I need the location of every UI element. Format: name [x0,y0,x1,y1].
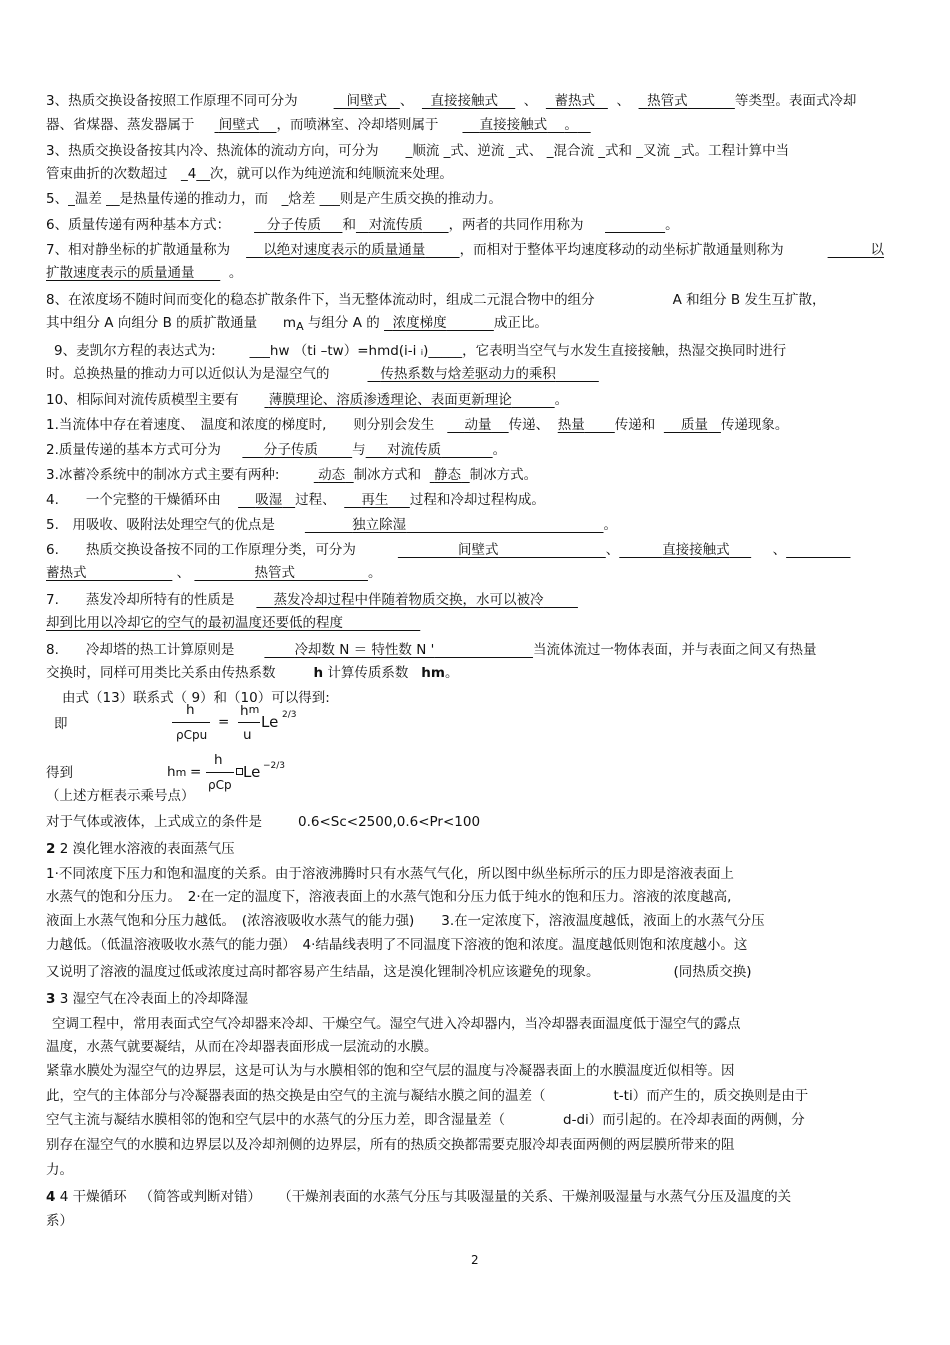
text: 7. 蒸发冷却所特有的性质是 [46,592,235,608]
text: 器、省煤器、蒸发器属于 [46,117,195,133]
numbered-8-cont [46,664,458,682]
answer: 冷却数 N ＝ 特性数 N ' [294,642,435,658]
answer: 直接接触式 [430,93,499,109]
blank [786,542,850,558]
section-4-line2: 系） [46,1213,73,1229]
text: 4. 一个完整的干燥循环由 [46,492,221,508]
blank [664,417,721,433]
text: 、 [616,93,630,109]
text: 5. 用吸收、吸附法处理空气的优点是 [46,517,275,533]
text: 等类型。表面式冷却 [734,93,857,109]
symbol-h: h [240,703,249,719]
text: 时。总换热量的推动力可以近似认为是湿空气的 [46,366,330,382]
symbol-cp: Cp [215,778,232,792]
text: 9、麦凯尔方程的表达式为: [54,343,216,359]
text: 当流体流过一物体表面，并与表面之间又有热量 [533,642,817,658]
answer: 热量 [557,417,585,433]
numbered-5 [46,516,617,534]
question-3a-cont [46,116,591,134]
formula2-le: Le [243,763,261,781]
formula2-exponent: −2/3 [263,761,286,771]
subscript: m [175,766,187,779]
blank [246,242,460,258]
blank [558,417,615,433]
answer: 扩散速度表示的质量通量 [46,265,195,281]
symbol-u: u [199,728,208,742]
answer: 蓄热式 [554,93,595,109]
text: 与组分 A 的 [307,315,380,331]
formula1-le: Le [261,713,279,731]
formula2-denominator [208,776,232,794]
formula-condition [46,813,480,831]
section-2-line4: 力越低。（低温溶液吸收水蒸气的能力强） 4·结晶线表明了不同温度下溶液的饱和浓度。温度越低则饱和浓度越小。这 [46,937,748,953]
heading: 2 溴化锂水溶液的表面蒸气压 [59,841,235,857]
numbered-4 [46,491,545,509]
blank [398,542,606,558]
blank [46,615,420,631]
formula1-hm [240,701,259,720]
blank [828,242,884,258]
answer: 以绝对速度表示的质量通量 [263,242,426,258]
blank [334,93,400,109]
answer: 传热系数与焓差驱动力的乘积 [380,366,556,382]
answer: 却到比用以冷却它的空气的最初温度还要低的程度 [46,615,343,631]
text: 。 [603,517,618,533]
text: （简答或判断对错） [139,1189,261,1205]
answer: 蒸发冷却过程中伴随着物质交换，水可以被冷 [273,592,544,608]
blank [619,542,751,558]
blank [242,442,352,458]
symbol-rho: ρ [176,728,184,742]
page-number: 2 [471,1253,479,1267]
text: 8、在浓度场不随时间而变化的稳态扩散条件下，当无整体流动时，组成二元混合物中的组分 [46,292,595,308]
answer: 浓度梯度 [392,315,447,331]
text: 其中组分 A 向组分 B 的质扩散通量 [46,315,258,331]
text: 。 [564,117,578,133]
section-3-line7: 力。 [46,1162,73,1178]
numbered-6 [46,541,851,559]
text: 空气主流与凝结水膜相邻的饱和空气层中的水蒸气的分压力差，即含湿量差（ [46,1112,505,1128]
heading: 3 湿空气在冷表面上的冷却降湿 [59,991,249,1007]
subscript: m [248,703,260,716]
formula1-u: u [243,727,252,743]
text: (同热质交换) [673,964,752,980]
question-8-cont [46,314,548,336]
question-9-cont [46,365,599,383]
text: 。 [554,392,569,408]
section-3-line3: 紧靠水膜处为湿空气的边界层，这是可认为与水膜相邻的饱和空气层的温度与冷凝器表面上的水膜温度近似相等。因 [46,1063,735,1079]
text: 。 [665,217,679,233]
text: 过程、 [295,492,336,508]
text: 6、质量传递有两种基本方式： [46,217,231,233]
text: ，而喷淋室、冷却塔则属于 [276,117,439,133]
blank [356,217,449,233]
answer: 热管式 [254,565,295,581]
answer: 薄膜理论、溶质渗透理论、表面更新理论 [268,392,512,408]
blank [605,217,665,233]
text: 对于气体或液体，上式成立的条件是 [46,814,262,830]
answer: 分子传质 [263,442,318,458]
answer: 质量 [681,417,709,433]
condition-value: 0.6<Sc<2500,0.6<Pr<100 [298,814,481,830]
text: 传递现象。 [720,417,789,433]
symbol-hm: hm [421,665,445,681]
text: 和 [342,217,356,233]
blank [314,467,354,483]
numbered-3 [46,466,537,484]
blank [462,117,590,133]
blank [366,442,493,458]
question-5: 5、_温差 __是热量传递的推动力，而 _焓差 ___则是产生质交换的推动力。 [46,191,502,207]
numbered-8 [46,641,817,659]
answer: 分子传质 [266,217,321,233]
section-3-line6: 别存在湿空气的水膜和边界层以及冷却剂侧的边界层，所有的热质交换都需要克服冷却表面两侧的两层膜所带来的阻 [46,1137,735,1153]
text: 计算传质系数 [327,665,409,681]
text: 制冰方式。 [469,467,538,483]
formula2-fraction-bar [206,772,234,773]
text: 、 [772,542,787,558]
text: 、 [605,542,620,558]
answer: 以 [870,242,885,258]
blank [447,417,508,433]
formula1-exponent: 2/3 [282,710,297,720]
formula1-fraction-bar2 [238,722,260,723]
text: 、 [523,93,538,109]
question-9 [54,342,786,360]
text: 1.当流体中存在着速度、 温度和浓度的梯度时, 则分别会发生 [46,417,435,433]
answer: 独立除湿 [352,517,407,533]
subscript: A [296,320,304,333]
question-10 [46,391,568,409]
answer: ___hw （ti –tw）=hmd(i-i ᵢ)_____ [249,343,463,359]
formula2-equals: = [190,764,202,780]
formula2-numerator: h [214,752,223,768]
answer: 对流传质 [387,442,442,458]
blank [639,93,735,109]
formula1-fraction-bar [172,722,210,723]
numbered-7-cont [46,614,420,632]
question-3a [46,92,856,110]
blank [256,592,578,608]
section-2-line3: 液面上水蒸气饱和分压力越低。 (浓溶液吸收水蒸气的能力强) 3.在一定浓度下，溶液温度越低，液面上的水蒸气分压 [46,913,765,929]
answer: 动态 [318,467,346,483]
blank [238,492,295,508]
text: 。 [367,565,382,581]
blank [264,642,533,658]
symbol-rho: ρ [208,778,216,792]
question-8 [46,291,825,309]
answer: 蓄热式 [46,565,87,581]
text: 传递和 [614,417,656,433]
section-2-line1: 1·不同浓度下压力和饱和温度的关系。由于溶液沸腾时只有水蒸气气化，所以图中纵坐标所示的压力即是溶液表面上 [46,866,734,882]
section-4-title: 4 4 干燥循环 （简答或判断对错） （干燥剂表面的水蒸气分压与其吸湿量的关系、干燥剂吸湿量与水蒸气分压及温度的关 [46,1189,792,1205]
text: 制冰方式和 [353,467,422,483]
text: ，两者的共同作用称为 [448,217,584,233]
answer: 直接接触式 [662,542,730,558]
answer: 间壁式 [218,117,260,133]
section-2-title: 2 2 溴化锂水溶液的表面蒸气压 [46,841,235,857]
text: 3.冰蓄冷系统中的制冰方式主要有两种: [46,467,280,483]
section-3-line2: 温度，水蒸气就要凝结，从而在冷却器表面形成一层流动的水膜。 [46,1039,438,1055]
text: 交换时，同样可用类比关系由传热系数 [46,665,276,681]
text: ，而相对于整体平均速度移动的动坐标扩散通量则称为 [459,242,784,258]
formula1-denominator [176,726,207,744]
text: A 和组分 B 发生互扩散， [672,292,826,308]
text: 又说明了溶液的温度过低或浓度过高时都容易产生结晶，这是溴化锂制冷机应该避免的现象。 [46,964,600,980]
section-2-line2: 水蒸气的饱和分压力。 2·在一定的温度下，溶液表面上的水蒸气饱和分压力低于纯水的饱和压力。溶液的浓度越高, [46,889,732,905]
section-2-line5 [46,963,752,981]
blank [368,366,599,382]
answer: 间壁式 [457,542,499,558]
blank [46,265,220,281]
symbol-m: m [282,315,297,331]
text: 与 [352,442,366,458]
text: 成正比。 [493,315,548,331]
answer: 热管式 [647,93,688,109]
blank [344,492,410,508]
numbered-6-cont [46,564,381,582]
question-3b: 3、热质交换设备按其内冷、热流体的流动方向，可分为 _顺流 _式、逆流 _式、 _混合流 _式和 _叉流 _式。工程计算中当 [46,143,790,159]
multiply-box-icon [236,768,243,775]
formula-label-ji: 即 [54,716,68,732]
text: 2.质量传递的基本方式可分为 [46,442,221,458]
formula-note: （上述方框表示乘号点） [46,788,195,804]
formula-label-dede: 得到 [46,765,73,781]
answer: 静态 [434,467,462,483]
symbol-cp: Cp [183,728,200,742]
text: 、 [176,565,191,581]
text: 。 [492,442,507,458]
blank [194,565,368,581]
text: 3、热质交换设备按照工作原理不同可分为 [46,93,298,109]
blank [384,315,494,331]
text: 6. 热质交换设备按不同的工作原理分类，可分为 [46,542,356,558]
formula-intro: 由式（13）联系式（ 9）和（10）可以得到: [62,690,330,706]
text: t-ti）而产生的，质交换则是由于 [613,1088,809,1104]
text: 。 [444,665,459,681]
text: 8. 冷却塔的热工计算原则是 [46,642,235,658]
question-3b-cont: 管束曲折的次数超过 _4__次，就可以作为纯逆流和纯顺流来处理。 [46,166,453,182]
symbol-h: h [167,764,176,780]
answer: 直接接触式 [479,117,548,133]
blank [46,565,172,581]
question-7-cont [46,264,242,282]
section-3-line1: 空调工程中，常用表面式空气冷却器来冷却、干燥空气。湿空气进入冷却器内，当冷却器表面温度低于湿空气的露点 [52,1016,741,1032]
blank [422,93,515,109]
text: （干燥剂表面的水蒸气分压与其吸湿量的关系、干燥剂吸湿量与水蒸气分压及温度的关 [278,1189,792,1205]
numbered-2 [46,441,506,459]
heading: 4 干燥循环 [59,1189,127,1205]
blank [430,467,470,483]
answer: 吸湿 [255,492,283,508]
blank [546,93,608,109]
blank [215,117,277,133]
text: 、 [399,93,414,109]
answer: 对流传质 [368,217,423,233]
section-3-line4 [46,1087,808,1105]
answer: 再生 [361,492,389,508]
text: 传递、 [508,417,550,433]
symbol-h: h [313,665,324,681]
blank [305,517,604,533]
answer: 间壁式 [346,93,387,109]
numbered-1 [46,416,788,434]
text: 此，空气的主体部分与冷凝器表面的热交换是由空气的主流与凝结水膜之间的温差（ [46,1088,546,1104]
text: 。 [228,265,243,281]
formula1-numerator: h [186,702,195,718]
answer: 动量 [464,417,492,433]
blank [254,217,342,233]
formula2-hm [167,763,186,782]
question-7 [46,241,884,259]
question-6 [46,216,679,234]
section-3-line5 [46,1111,805,1129]
text: 10、相际间对流传质模型主要有 [46,392,239,408]
text: 7、相对静坐标的扩散通量称为 [46,242,231,258]
section-3-title: 3 3 湿空气在冷表面上的冷却降湿 [46,991,249,1007]
text: d-di）而引起的。在冷却表面的两侧，分 [563,1112,805,1128]
formula1-equals: = [218,714,230,730]
text: ，它表明当空气与水发生直接接触，热湿交换同时进行 [462,343,787,359]
numbered-7 [46,591,578,609]
text: 过程和冷却过程构成。 [409,492,545,508]
blank [264,392,554,408]
